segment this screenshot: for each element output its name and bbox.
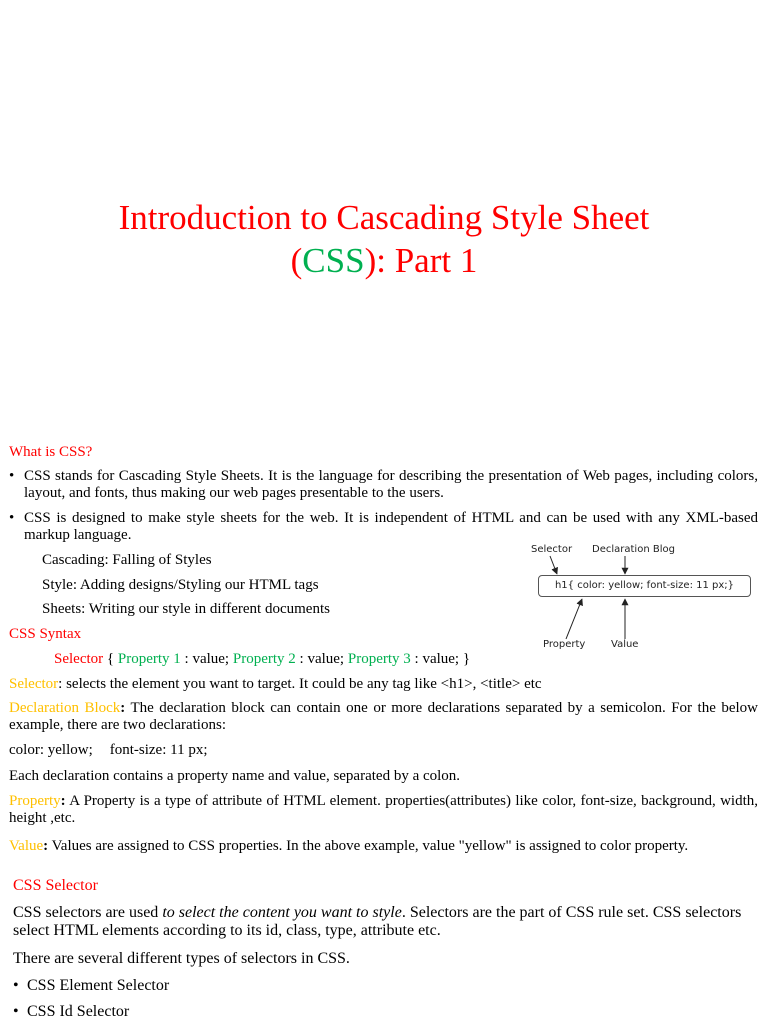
declaration-colon: : (120, 700, 126, 716)
title-css-acronym: CSS (302, 241, 365, 280)
declaration-definition (9, 700, 758, 734)
value-definition (9, 838, 758, 855)
selector-desc: : selects the element you want to target. It could be any tag like <h1>, <title> etc (58, 676, 542, 692)
property-definition (9, 793, 758, 827)
syntax-value-1: : value; (180, 651, 233, 667)
list-item (9, 468, 758, 502)
declaration-desc: The declaration block can contain one or more declarations separated by a semicolon. For the below example, there are two declarations: (9, 700, 758, 733)
css-syntax-heading: CSS Syntax (9, 626, 82, 642)
css-selector-slide (0, 866, 768, 1024)
bullet-dot: • (13, 977, 19, 994)
diagram-selector-label: Selector (531, 544, 573, 555)
title-slide (0, 0, 768, 430)
example-decl-1: color: yellow; (9, 742, 93, 758)
syntax-open-brace: { (103, 651, 118, 667)
property-term: Property (9, 793, 61, 809)
list-item (13, 977, 756, 995)
selector-types-intro: There are several different types of selectors in CSS. (13, 950, 350, 967)
title-line2-rest: ): Part 1 (364, 241, 478, 280)
value-colon: : (43, 838, 49, 854)
example-declarations (9, 742, 758, 759)
para-italic: to select the content you want to style (162, 904, 402, 921)
sub-item-style: Style: Adding designs/Styling our HTML tags (42, 577, 319, 593)
css-syntax-diagram (528, 543, 768, 658)
value-term: Value (9, 838, 44, 854)
example-decl-2: font-size: 11 px; (109, 742, 208, 758)
syntax-property-3: Property 3 (347, 651, 411, 667)
diagram-code-box: h1{ color: yellow; font-size: 11 px;} (538, 575, 751, 597)
what-is-css-heading: What is CSS? (9, 444, 93, 460)
diagram-value-label: Value (611, 639, 639, 650)
sub-item-cascading: Cascading: Falling of Styles (42, 552, 212, 568)
css-selector-heading: CSS Selector (13, 877, 98, 894)
para-end: . Selectors are the part of CSS rule set. CSS selectors select HTML elements according to its id, class, type, attribute etc. (13, 904, 742, 939)
list-item-text: CSS Element Selector (27, 977, 170, 994)
slide-title (40, 196, 728, 282)
bullet-text: CSS stands for Cascading Style Sheets. It is the language for describing the presentation of Web pages, including colors, layout, and fonts, thus making our web pages presentable to the users. (24, 468, 758, 501)
bullet-dot: • (13, 1003, 19, 1020)
property-arrow (566, 599, 582, 639)
syntax-property-1: Property 1 (117, 651, 181, 667)
selector-definition (9, 676, 758, 693)
property-colon: : (60, 793, 66, 809)
bullet-dot: • (9, 510, 15, 526)
each-declaration-text: Each declaration contains a property name and value, separated by a colon. (9, 768, 461, 784)
property-desc: A Property is a type of attribute of HTML element. properties(attributes) like color, font-size, background, width, height ,etc. (9, 793, 758, 826)
list-item-text: CSS Id Selector (27, 1003, 130, 1020)
bullet-text: CSS is designed to make style sheets for the web. It is independent of HTML and can be used with any XML-based markup language. (24, 510, 758, 543)
diagram-property-label: Property (543, 639, 586, 650)
title-line1: Introduction to Cascading Style Sheet (118, 198, 650, 237)
syntax-selector: Selector (54, 651, 104, 667)
value-desc: Values are assigned to CSS properties. In the above example, value "yellow" is assigned to color property. (48, 838, 689, 854)
syntax-value-3: : value; } (410, 651, 471, 667)
syntax-property-2: Property 2 (232, 651, 296, 667)
sub-item-sheets: Sheets: Writing our style in different documents (42, 601, 330, 617)
diagram-declaration-label: Declaration Blog (592, 544, 675, 555)
list-item (13, 1003, 756, 1021)
title-paren-open: ( (290, 241, 303, 280)
list-item (9, 510, 758, 544)
css-selector-paragraph (13, 904, 756, 940)
declaration-term: Declaration Block (9, 700, 121, 716)
selector-arrow (550, 556, 557, 574)
para-start: CSS selectors are used (13, 904, 163, 921)
syntax-value-2: : value; (295, 651, 348, 667)
bullet-dot: • (9, 468, 15, 484)
selector-term: Selector (9, 676, 59, 692)
